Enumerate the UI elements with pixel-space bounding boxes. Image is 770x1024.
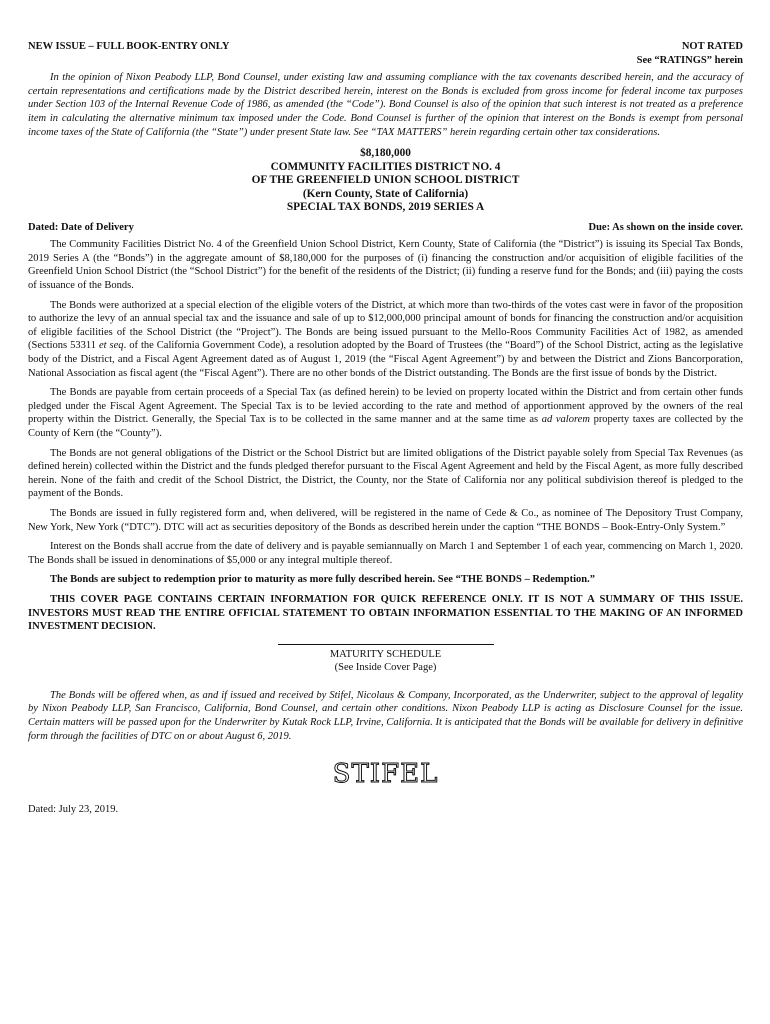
paragraph-registration: The Bonds are issued in fully registered form and, when delivered, will be registered in the name of Cede & Co., as nominee of The Depository Trust Company, New York, New York (“DTC”). DTC will act as securities depository of the Bonds as described herein under the caption “THE BONDS – Book-Entry-Only System.”: [28, 507, 743, 533]
paragraph-redemption: The Bonds are subject to redemption prior to maturity as more fully described herein. See “THE BONDS – Redemption.”: [50, 574, 596, 586]
footer-date: Dated: July 23, 2019.: [28, 804, 119, 816]
offering-statement: The Bonds will be offered when, as and if issued and received by Stifel, Nicolaus & Company, Incorporated, as the Underwriter, subject to the approval of legality by Nixon Peabody LLP, San Francisco, California, Bond Counsel, and certain other conditions. Nixon Peabody LLP is acting as Disclosure Counsel for the issue. Certain matters will be passed upon for the Underwriter by Kutak Rock LLP, Irvine, California. It is anticipated that the Bonds will be available for delivery in definitive form through the facilities of DTC on or about August 6, 2019.: [28, 689, 743, 742]
bond-counsel-opinion: In the opinion of Nixon Peabody LLP, Bond Counsel, under existing law and assuming compliance with the tax covenants described herein, and the accuracy of certain representations and certifications made by the District described herein, interest on the Bonds is excluded from gross income for federal income tax purposes under Section 103 of the Internal Revenue Code of 1986, as amended (the “Code”). Bond Counsel is also of the opinion that such interest is not treated as a preference item in calculating the alternative minimum tax imposed under the Code. Bond Counsel is further of the opinion that interest on the Bonds is exempt from personal income taxes of the State of California (the “State”) under present State law. See “TAX MATTERS” herein regarding certain other tax considerations.: [28, 72, 743, 138]
dated-label: Dated: Date of Delivery: [28, 221, 134, 233]
rating-label: NOT RATED: [681, 41, 743, 52]
cover-page: [28, 40, 743, 817]
due-label: Due: As shown on the inside cover.: [588, 221, 743, 233]
issuer-name-line2: OF THE GREENFIELD UNION SCHOOL DISTRICT: [251, 174, 520, 187]
maturity-schedule-title: MATURITY SCHEDULE: [329, 648, 442, 660]
ratings-reference-row: [28, 54, 743, 68]
stifel-logo-text: STIFEL: [332, 759, 439, 790]
paragraph-limited-obligations: The Bonds are not general obligations of the District or the School District but are limited obligations of the District payable solely from Special Tax Revenues (as defined herein) collected within the District and the funds pledged therefor pursuant to the Fiscal Agent Agreement and held by the Fiscal Agent, as more fully described herein. None of the faith and credit of the School District, the District, the County, nor the State of California nor any political subdivision thereof is pledged to the payment of the Bonds.: [28, 447, 743, 500]
paragraph-authorization: [28, 299, 743, 381]
maturity-schedule-subtitle: (See Inside Cover Page): [334, 662, 437, 674]
issuer-name-line1: COMMUNITY FACILITIES DISTRICT NO. 4: [270, 160, 501, 173]
security-text-b: property taxes are collected by the County of Kern (the “County”).: [28, 414, 744, 439]
bond-title-block: [28, 147, 743, 215]
authorization-text-b: . of the California Government Code), a resolution adopted by the Board of Trustees (the “Board”) of the School District, acting as the legislative body of the District, and a Fiscal Agent Agreement dated as of August 1, 2019 (the “Fiscal Agent Agreement”) by and between the District and Zions Bancorporation, National Association as fiscal agent (the “Fiscal Agent”). There are no other bonds of the District outstanding. The Bonds are the first issue of bonds by the District.: [28, 340, 743, 379]
ad-valorem-text: ad valorem: [541, 414, 590, 426]
bond-series: SPECIAL TAX BONDS, 2019 SERIES A: [286, 201, 485, 214]
issue-type-label: NEW ISSUE – FULL BOOK-ENTRY ONLY: [28, 41, 230, 52]
maturity-schedule: [278, 644, 494, 675]
header-row: [28, 40, 743, 54]
security-text-a: The Bonds are payable from certain proceeds of a Special Tax (as defined herein) to be levied on property located within the District and from certain other funds pledged under the Fiscal Agent Agreement. The Special Tax is to be levied according to the rate and method of apportionment approved by the owners of the real property within the District. Generally, the Special Tax is to be collected in the same manner and at the same time as: [28, 387, 743, 426]
underwriter-logo: [28, 759, 743, 789]
paragraph-interest: Interest on the Bonds shall accrue from the date of delivery and is payable semiannually on March 1 and September 1 of each year, commencing on March 1, 2020. The Bonds shall be issued in denominations of $5,000 or any integral multiple thereof.: [28, 541, 743, 566]
dated-due-row: [28, 221, 743, 235]
paragraph-security: [28, 386, 743, 440]
ratings-reference: See “RATINGS” herein: [636, 54, 743, 66]
bond-amount: $8,180,000: [360, 147, 411, 160]
paragraph-purpose: The Community Facilities District No. 4 of the Greenfield Union School District, Kern County, State of California (the “District”) is issuing its Special Tax Bonds, 2019 Series A (the “Bonds”) in the aggregate amount of $8,180,000 for the purposes of (i) financing the construction and/or acquisition of eligible facilities of the Greenfield Union School District (the “School District”) for the benefit of the residents of the District; (ii) funding a reserve fund for the Bonds; and (iii) paying the costs of issuance of the Bonds.: [28, 239, 743, 292]
et-seq-text: et seq: [98, 340, 124, 352]
issuer-location: (Kern County, State of California): [302, 187, 469, 200]
authorization-text-a: The Bonds were authorized at a special election of the eligible voters of the District, at which more than two-thirds of the votes cast were in favor of the proposition to authorize the levy of an annual special tax and the issuance and sale of up to $12,000,000 principal amount of bonds for financing the construction and/or acquisition of eligible facilities of the School District (the “Project”). The Bonds are being issued pursuant to the Mello-Roos Community Facilities Act of 1982, as amended (Sections 53311: [28, 299, 743, 352]
cover-page-notice: THIS COVER PAGE CONTAINS CERTAIN INFORMATION FOR QUICK REFERENCE ONLY. IT IS NOT A SUMMARY OF THIS ISSUE. INVESTORS MUST READ THE ENTIRE OFFICIAL STATEMENT TO OBTAIN INFORMATION ESSENTIAL TO THE MAKING OF AN INFORMED INVESTMENT DECISION.: [28, 593, 743, 633]
